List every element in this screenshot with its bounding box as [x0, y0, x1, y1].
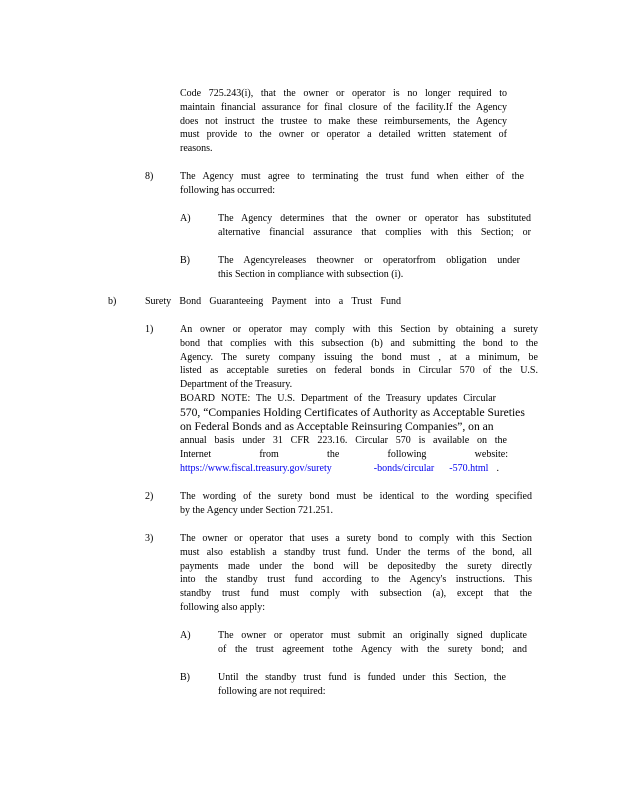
- board-note-line-4: [180, 434, 507, 448]
- paragraph-line: Department of the Treasury.: [180, 379, 293, 391]
- board-note-text: annual basis under 31 CFR 223.16. Circular 570 is available on the: [180, 435, 507, 446]
- treasury-url-part[interactable]: https://www.fiscal.treasury.gov/surety: [180, 463, 332, 474]
- paragraph-line: An owner or operator may comply with this Section by obtaining a surety: [180, 324, 538, 335]
- paragraph-line: must also establish a standby trust fund. Under the terms of the bond, all: [180, 546, 532, 558]
- board-note-line-1: [180, 392, 496, 406]
- treasury-url-part[interactable]: -570.html: [449, 463, 489, 474]
- item-8b-label: B): [180, 255, 190, 266]
- paragraph-line: following has occurred:: [180, 184, 275, 196]
- paragraph-line: does not instruct the trustee to make these reimbursements, the Agency: [180, 115, 507, 127]
- treasury-url-part[interactable]: -bonds/circular: [373, 463, 435, 474]
- continuation-paragraph: [180, 87, 507, 156]
- paragraph-line: of the trust agreement tothe Agency with the surety bond; and: [218, 643, 527, 655]
- paragraph-line: Code 725.243(i), that the owner or operator is no longer required to: [180, 88, 507, 99]
- item-3b-label: B): [180, 672, 190, 683]
- paragraph-line: The Agency determines that the owner or operator has substituted: [218, 213, 531, 224]
- paragraph-line: standby trust fund must comply with subsection (a), except that the: [180, 588, 532, 600]
- board-note-text: on Federal Bonds and as Acceptable Reinsuring Companies”, on an: [180, 420, 494, 433]
- item-8-label: 8): [145, 171, 154, 182]
- paragraph-line: payments made under the bond will be depositedby the surety directly: [180, 560, 532, 572]
- item-3a-paragraph: [218, 629, 527, 657]
- paragraph-line: this Section in compliance with subsection (i).: [218, 268, 404, 280]
- section-b-heading: [145, 295, 401, 309]
- paragraph-line: reasons.: [180, 143, 213, 155]
- board-note-text: 570, “Companies Holding Certificates of Authority as Acceptable Sureties: [180, 406, 525, 419]
- paragraph-line: into the standby trust fund according to the Agency's instructions. This: [180, 574, 532, 586]
- paragraph-line: must provide to the owner or operator a detailed written statement of: [180, 129, 507, 141]
- paragraph-line: The wording of the surety bond must be identical to the wording specified: [180, 491, 532, 502]
- item-2-paragraph: [180, 490, 532, 518]
- paragraph-line: alternative financial assurance that complies with this Section; or: [218, 226, 531, 238]
- url-period: .: [496, 463, 499, 474]
- board-note-line-3: [180, 420, 500, 434]
- item-3a-label: A): [180, 630, 191, 641]
- item-3b-paragraph: [218, 671, 506, 699]
- board-note-line-2: [180, 406, 539, 420]
- item-8-paragraph: [180, 170, 524, 198]
- board-note-text: Internet from the following website:: [180, 449, 508, 460]
- paragraph-line: The Agencyreleases theowner or operatorfrom obligation under: [218, 255, 520, 266]
- paragraph-line: The owner or operator must submit an originally signed duplicate: [218, 630, 527, 641]
- paragraph-line: listed as acceptable sureties on federal bonds in Circular 570 of the U.S.: [180, 365, 538, 377]
- board-note-text: BOARD NOTE: The U.S. Department of the Treasury updates Circular: [180, 393, 496, 404]
- section-b-label: b): [108, 296, 117, 307]
- paragraph-line: maintain financial assurance for final closure of the facility.If the Agency: [180, 101, 507, 113]
- item-1-paragraph: [180, 323, 538, 392]
- paragraph-line: following are not required:: [218, 685, 326, 697]
- item-8a-label: A): [180, 213, 191, 224]
- treasury-url-line: [180, 462, 500, 476]
- item-3-paragraph: [180, 532, 532, 615]
- paragraph-line: by the Agency under Section 721.251.: [180, 504, 334, 516]
- paragraph-line: The owner or operator that uses a surety bond to comply with this Section: [180, 533, 532, 544]
- item-8a-paragraph: [218, 212, 531, 240]
- paragraph-line: Agency. The surety company issuing the bond must , at a minimum, be: [180, 351, 538, 363]
- paragraph-line: The Agency must agree to terminating the trust fund when either of the: [180, 171, 524, 182]
- paragraph-line: bond that complies with this subsection (b) and submitting the bond to the: [180, 337, 538, 349]
- heading-line: Surety Bond Guaranteeing Payment into a Trust Fund: [145, 296, 401, 307]
- paragraph-line: following also apply:: [180, 601, 265, 613]
- item-1-label: 1): [145, 324, 154, 335]
- item-8b-paragraph: [218, 254, 520, 282]
- board-note-line-5: [180, 448, 508, 462]
- paragraph-line: Until the standby trust fund is funded under this Section, the: [218, 672, 506, 683]
- item-2-label: 2): [145, 491, 154, 502]
- item-3-label: 3): [145, 533, 154, 544]
